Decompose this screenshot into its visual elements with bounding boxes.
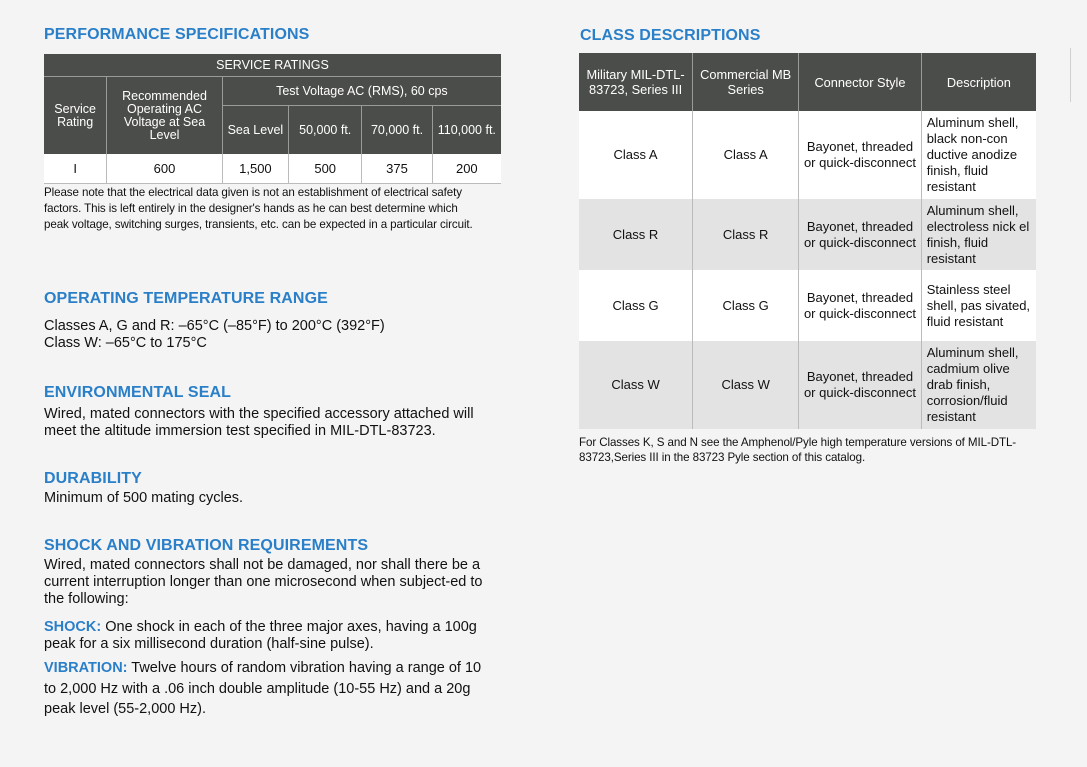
commercial-col-header: Commercial MB Series — [693, 53, 799, 111]
vibration-paragraph — [44, 658, 492, 720]
class-footnote: For Classes K, S and N see the Amphenol/Pyle high temperature versions of MIL-DTL-83723,Series III in the 83723 Pyle section of this catalog. — [579, 436, 1017, 464]
military-col-header: Military MIL-DTL-83723, Series III — [579, 53, 693, 111]
description-cell: Aluminum shell, electroless nick el finish, fluid resistant — [921, 199, 1036, 270]
service-ratings-table — [44, 54, 501, 184]
description-cell: Aluminum shell, cadmium olive drab finish, corrosion/fluid resistant — [921, 341, 1036, 429]
environmental-seal-text: Wired, mated connectors with the specified accessory attached will meet the altitude immersion test specified in MIL-DTL-83723. — [44, 406, 474, 439]
sea-level-col-header: Sea Level — [222, 106, 288, 155]
connector-style-cell: Bayonet, threaded or quick-disconnect — [799, 111, 921, 199]
environmental-seal-heading: ENVIRONMENTAL SEAL — [44, 384, 231, 401]
military-cell: Class R — [579, 199, 693, 270]
commercial-cell: Class R — [693, 199, 799, 270]
connector-style-cell: Bayonet, threaded or quick-disconnect — [799, 270, 921, 341]
test-voltage-col-header: Test Voltage AC (RMS), 60 cps — [222, 77, 501, 106]
class-descriptions-table — [579, 53, 1036, 429]
ft-110000-cell: 200 — [432, 154, 501, 184]
service-rating-cell: I — [44, 154, 107, 184]
table-row — [579, 270, 1036, 341]
shock-vibration-text: Wired, mated connectors shall not be damaged, nor shall there be a current interruption longer than one microsecond when subject-ed to the following: — [44, 557, 483, 607]
shock-paragraph — [44, 619, 484, 653]
recommended-voltage-col-header: Recommended Operating AC Voltage at Sea Level — [107, 77, 223, 155]
sea-level-cell: 1,500 — [222, 154, 288, 184]
vibration-detail: Twelve hours of random vibration having a range of 10 to 2,000 Hz with a .06 inch double amplitude (10-55 Hz) and a 20g peak level (55-2,000 Hz). — [44, 660, 482, 717]
class-descriptions-heading: CLASS DESCRIPTIONS — [580, 27, 761, 44]
connector-style-cell: Bayonet, threaded or quick-disconnect — [799, 341, 921, 429]
shock-label: SHOCK: — [44, 619, 102, 635]
performance-specifications-heading: PERFORMANCE SPECIFICATIONS — [44, 26, 310, 43]
shock-detail: One shock in each of the three major axes, having a 100g peak for a six millisecond duration (half-sine pulse). — [44, 619, 477, 652]
recommended-voltage-cell: 600 — [107, 154, 223, 184]
operating-temperature-heading: OPERATING TEMPERATURE RANGE — [44, 290, 328, 307]
ft-110000-col-header: 110,000 ft. — [432, 106, 501, 155]
durability-heading: DURABILITY — [44, 470, 142, 487]
description-cell: Aluminum shell, black non-con ductive anodize finish, fluid resistant — [921, 111, 1036, 199]
vibration-label: VIBRATION: — [44, 660, 128, 676]
temperature-line-2: Class W: –65°C to 175°C — [44, 335, 207, 351]
ft-50000-col-header: 50,000 ft. — [289, 106, 362, 155]
durability-text: Minimum of 500 mating cycles. — [44, 490, 244, 506]
ft-50000-cell: 500 — [289, 154, 362, 184]
ft-70000-cell: 375 — [362, 154, 432, 184]
temperature-line-1: Classes A, G and R: –65°C (–85°F) to 200°C (392°F) — [44, 318, 385, 334]
shock-vibration-heading: SHOCK AND VIBRATION REQUIREMENTS — [44, 537, 369, 554]
connector-style-cell: Bayonet, threaded or quick-disconnect — [799, 199, 921, 270]
ft-70000-col-header: 70,000 ft. — [362, 106, 432, 155]
table-row — [579, 341, 1036, 429]
description-cell: Stainless steel shell, pas sivated, fluid resistant — [921, 270, 1036, 341]
table-row — [579, 199, 1036, 270]
table-row — [579, 111, 1036, 199]
military-cell: Class G — [579, 270, 693, 341]
commercial-cell: Class W — [693, 341, 799, 429]
service-ratings-header: SERVICE RATINGS — [44, 54, 501, 77]
description-col-header: Description — [921, 53, 1036, 111]
military-cell: Class A — [579, 111, 693, 199]
commercial-cell: Class G — [693, 270, 799, 341]
table-row — [44, 154, 501, 184]
service-rating-col-header: Service Rating — [44, 77, 107, 155]
electrical-data-note: Please note that the electrical data given is not an establishment of electrical safety factors. This is left entirely in the designer's hands as he can best determine which peak voltage, switching surges, transients, etc. can be expected in a particular circuit. — [44, 186, 473, 231]
page-edge-divider — [1070, 48, 1071, 102]
connector-style-col-header: Connector Style — [799, 53, 921, 111]
military-cell: Class W — [579, 341, 693, 429]
commercial-cell: Class A — [693, 111, 799, 199]
